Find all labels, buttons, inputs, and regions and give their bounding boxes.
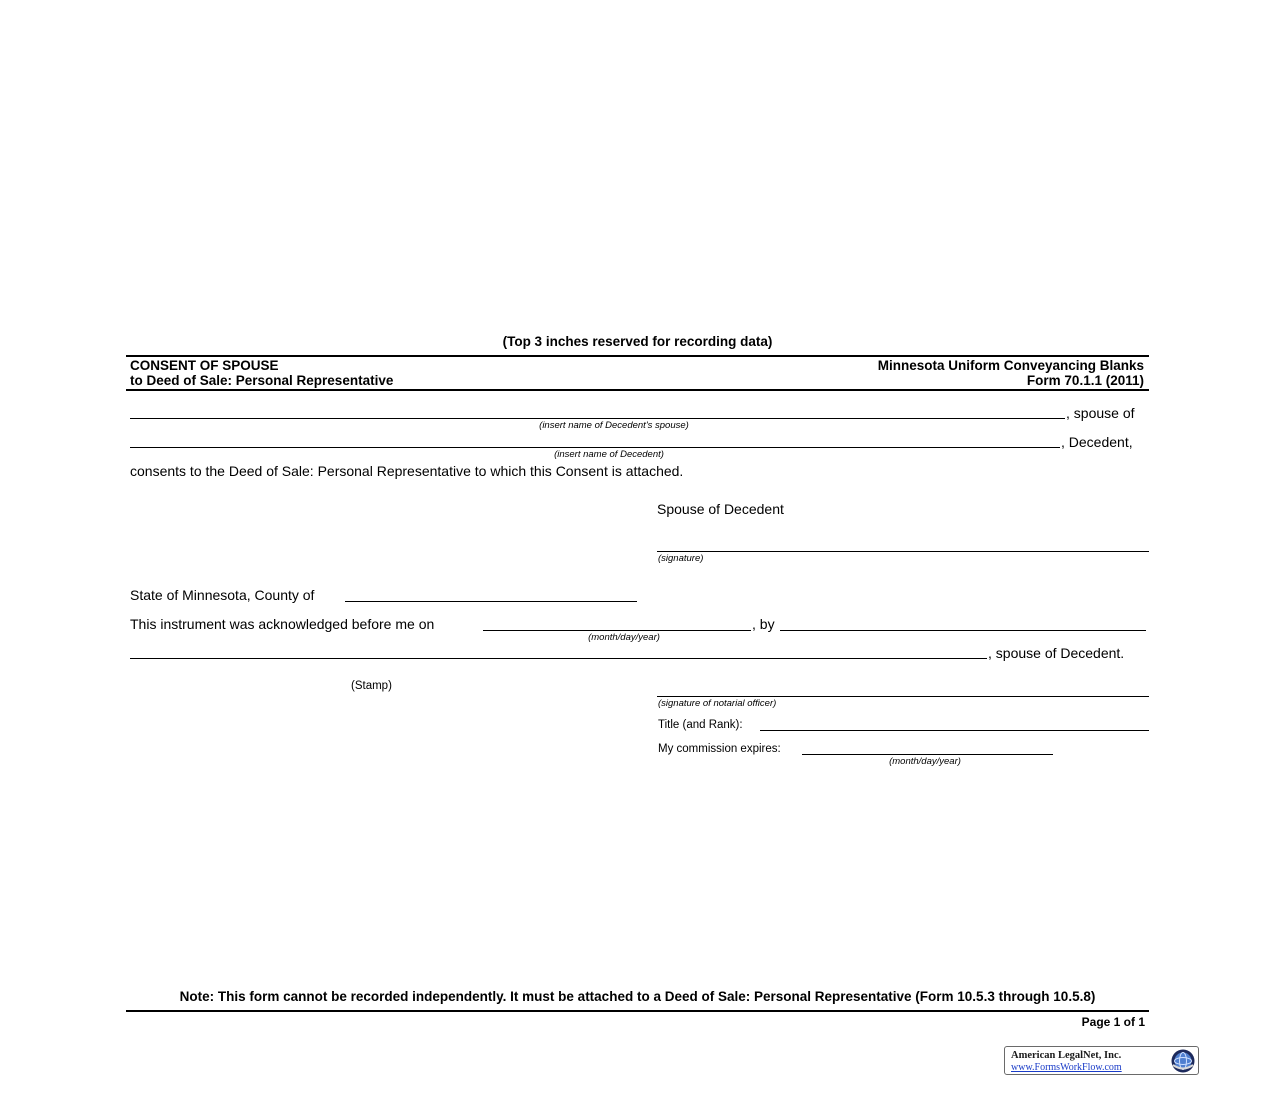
commission-label: My commission expires: [658, 743, 781, 755]
spouse-of-decedent-label: , spouse of Decedent. [988, 645, 1125, 661]
footer-note: Note: This form cannot be recorded independently. It must be attached to a Deed of Sale: Personal Representative (Form 10.5.3 through 10.5.8) [179, 989, 1096, 1004]
acknowledgment-label: This instrument was acknowledged before me on [130, 616, 435, 632]
spouse-name-caption: (insert name of Decedent's spouse) [539, 420, 689, 431]
county-field[interactable] [345, 601, 637, 602]
commission-date-field[interactable] [802, 754, 1053, 755]
title-rank-field[interactable] [760, 730, 1149, 731]
recording-note: (Top 3 inches reserved for recording data) [502, 334, 773, 349]
state-county-label: State of Minnesota, County of [130, 587, 315, 603]
decedent-name-field[interactable] [130, 447, 1060, 448]
logo-url[interactable]: www.FormsWorkFlow.com [1011, 1062, 1122, 1073]
page-number: Page 1 of 1 [1081, 1015, 1145, 1029]
notary-signature-caption: (signature of notarial officer) [658, 698, 777, 709]
title-rank-label: Title (and Rank): [658, 719, 743, 731]
notary-signature-field[interactable] [657, 696, 1149, 697]
spouse-name-field[interactable] [130, 418, 1065, 419]
globe-icon [1170, 1048, 1196, 1074]
header-bottom-rule [126, 389, 1149, 391]
signature-caption: (signature) [658, 553, 704, 564]
consent-statement: consents to the Deed of Sale: Personal Representative to which this Consent is attached. [130, 463, 684, 479]
decedent-label: , Decedent, [1061, 434, 1133, 450]
ack-date-caption: (month/day/year) [588, 632, 660, 643]
ack-date-field[interactable] [483, 630, 751, 631]
ack-spouse-name-field[interactable] [130, 658, 987, 659]
logo-name: American LegalNet, Inc. [1011, 1050, 1122, 1061]
commission-date-caption: (month/day/year) [889, 756, 961, 767]
ack-by-name-field[interactable] [780, 630, 1146, 631]
form-org: Minnesota Uniform Conveyancing Blanks [877, 358, 1144, 373]
american-legalnet-logo[interactable] [1004, 1046, 1199, 1075]
signer-label: Spouse of Decedent [657, 501, 784, 517]
stamp-label: (Stamp) [351, 680, 392, 692]
spouse-signature-field[interactable] [657, 551, 1149, 552]
form-subtitle: to Deed of Sale: Personal Representative [130, 373, 394, 388]
header-top-rule [126, 355, 1149, 357]
decedent-name-caption: (insert name of Decedent) [554, 449, 664, 460]
by-label: , by [752, 616, 775, 632]
footer-rule [126, 1010, 1149, 1012]
form-number: Form 70.1.1 (2011) [1026, 373, 1144, 388]
spouse-of-label: , spouse of [1066, 405, 1135, 421]
form-title: CONSENT OF SPOUSE [130, 358, 279, 373]
